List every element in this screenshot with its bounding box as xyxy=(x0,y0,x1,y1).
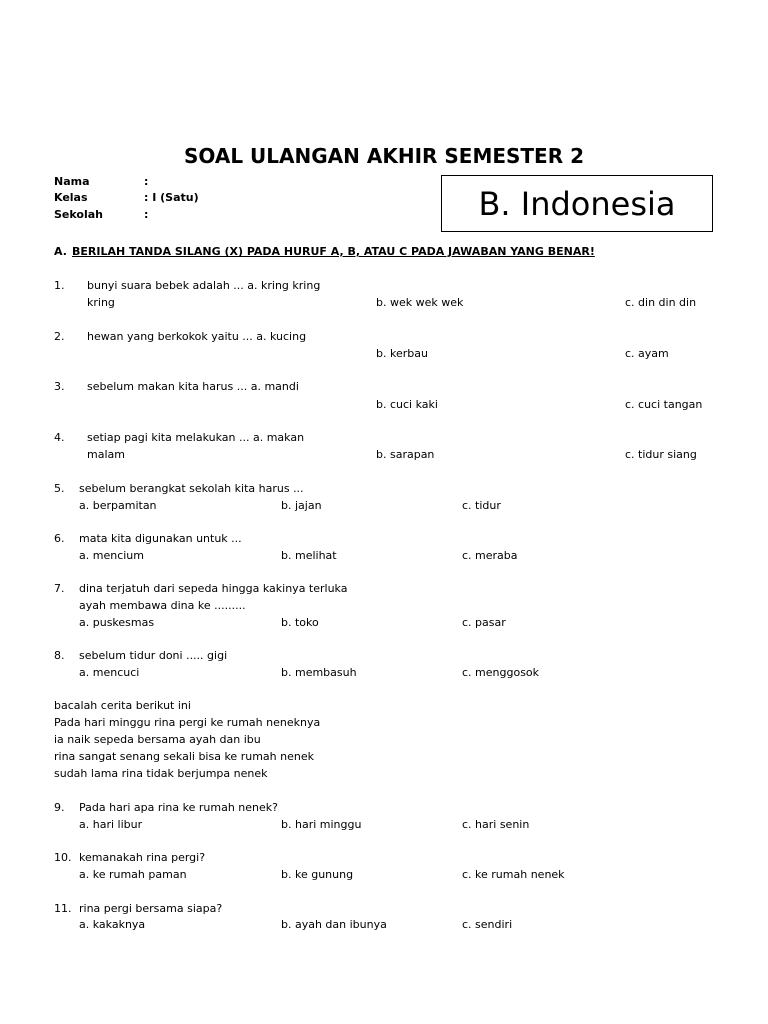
question-text: rina pergi bersama siapa? xyxy=(79,902,223,915)
option-b: b. wek wek wek xyxy=(376,296,464,309)
story-line: Pada hari minggu rina pergi ke rumah neneknya xyxy=(54,716,321,729)
option-c: c. menggosok xyxy=(462,666,540,679)
option-b: b. membasuh xyxy=(281,666,357,679)
section-a-instruction xyxy=(72,245,595,258)
option-a: a. puskesmas xyxy=(79,616,155,629)
option-a: a. mencuci xyxy=(79,666,140,679)
option-c: c. tidur xyxy=(462,499,501,512)
option-c: c. ke rumah nenek xyxy=(462,868,565,881)
option-c: c. hari senin xyxy=(462,818,530,831)
section-a-letter: A. xyxy=(54,245,67,258)
option-c: c. pasar xyxy=(462,616,506,629)
story-heading: bacalah cerita berikut ini xyxy=(54,699,191,712)
question-number: 9. xyxy=(54,801,65,814)
question-text: mata kita digunakan untuk ... xyxy=(79,532,242,545)
story-line: rina sangat senang sekali bisa ke rumah nenek xyxy=(54,750,314,763)
option-b: b. toko xyxy=(281,616,319,629)
option-b: b. melihat xyxy=(281,549,337,562)
section-a-instruction-text: BERILAH TANDA SILANG (X) PADA HURUF A, B, ATAU C PADA JAWABAN YANG BENAR! xyxy=(72,245,595,258)
kelas-label: Kelas xyxy=(54,191,88,204)
question-number: 3. xyxy=(54,380,65,393)
option-a: a. hari libur xyxy=(79,818,143,831)
option-c: c. ayam xyxy=(625,347,669,360)
page-title: SOAL ULANGAN AKHIR SEMESTER 2 xyxy=(184,144,584,168)
option-c: c. meraba xyxy=(462,549,518,562)
question-text-cont: ayah membawa dina ke ......... xyxy=(79,599,246,612)
option-c: c. tidur siang xyxy=(625,448,697,461)
option-b: b. ayah dan ibunya xyxy=(281,918,387,931)
nama-value: : xyxy=(144,175,149,188)
question-number: 10. xyxy=(54,851,72,864)
question-text: sebelum berangkat sekolah kita harus ... xyxy=(79,482,304,495)
question-text: sebelum makan kita harus ... a. mandi xyxy=(87,380,299,393)
option-c: c. cuci tangan xyxy=(625,398,703,411)
option-a: a. berpamitan xyxy=(79,499,157,512)
option-b: b. ke gunung xyxy=(281,868,354,881)
option-c: c. sendiri xyxy=(462,918,513,931)
question-number: 4. xyxy=(54,431,65,444)
nama-label: Nama xyxy=(54,175,90,188)
question-text: hewan yang berkokok yaitu ... a. kucing xyxy=(87,330,307,343)
option-b: b. cuci kaki xyxy=(376,398,438,411)
question-text: sebelum tidur doni ..... gigi xyxy=(79,649,228,662)
subject-box: B. Indonesia xyxy=(441,175,713,232)
sekolah-label: Sekolah xyxy=(54,208,103,221)
option-b: b. jajan xyxy=(281,499,322,512)
question-text: kemanakah rina pergi? xyxy=(79,851,206,864)
question-text: bunyi suara bebek adalah ... a. kring kring xyxy=(87,279,321,292)
question-number: 7. xyxy=(54,582,65,595)
question-text: setiap pagi kita melakukan ... a. makan xyxy=(87,431,305,444)
question-number: 2. xyxy=(54,330,65,343)
question-number: 6. xyxy=(54,532,65,545)
story-line: ia naik sepeda bersama ayah dan ibu xyxy=(54,733,261,746)
option-b: b. kerbau xyxy=(376,347,428,360)
option-b: b. sarapan xyxy=(376,448,435,461)
option-a: a. ke rumah paman xyxy=(79,868,187,881)
option-a: a. mencium xyxy=(79,549,144,562)
option-c: c. din din din xyxy=(625,296,697,309)
question-text: dina terjatuh dari sepeda hingga kakinya terluka xyxy=(79,582,348,595)
question-number: 1. xyxy=(54,279,65,292)
kelas-value: : I (Satu) xyxy=(144,191,199,204)
question-text: Pada hari apa rina ke rumah nenek? xyxy=(79,801,278,814)
question-text-cont: malam xyxy=(87,448,125,461)
question-number: 11. xyxy=(54,902,72,915)
question-number: 8. xyxy=(54,649,65,662)
question-text-cont: kring xyxy=(87,296,115,309)
option-a: a. kakaknya xyxy=(79,918,146,931)
sekolah-value: : xyxy=(144,208,149,221)
story-line: sudah lama rina tidak berjumpa nenek xyxy=(54,767,268,780)
option-b: b. hari minggu xyxy=(281,818,362,831)
question-number: 5. xyxy=(54,482,65,495)
